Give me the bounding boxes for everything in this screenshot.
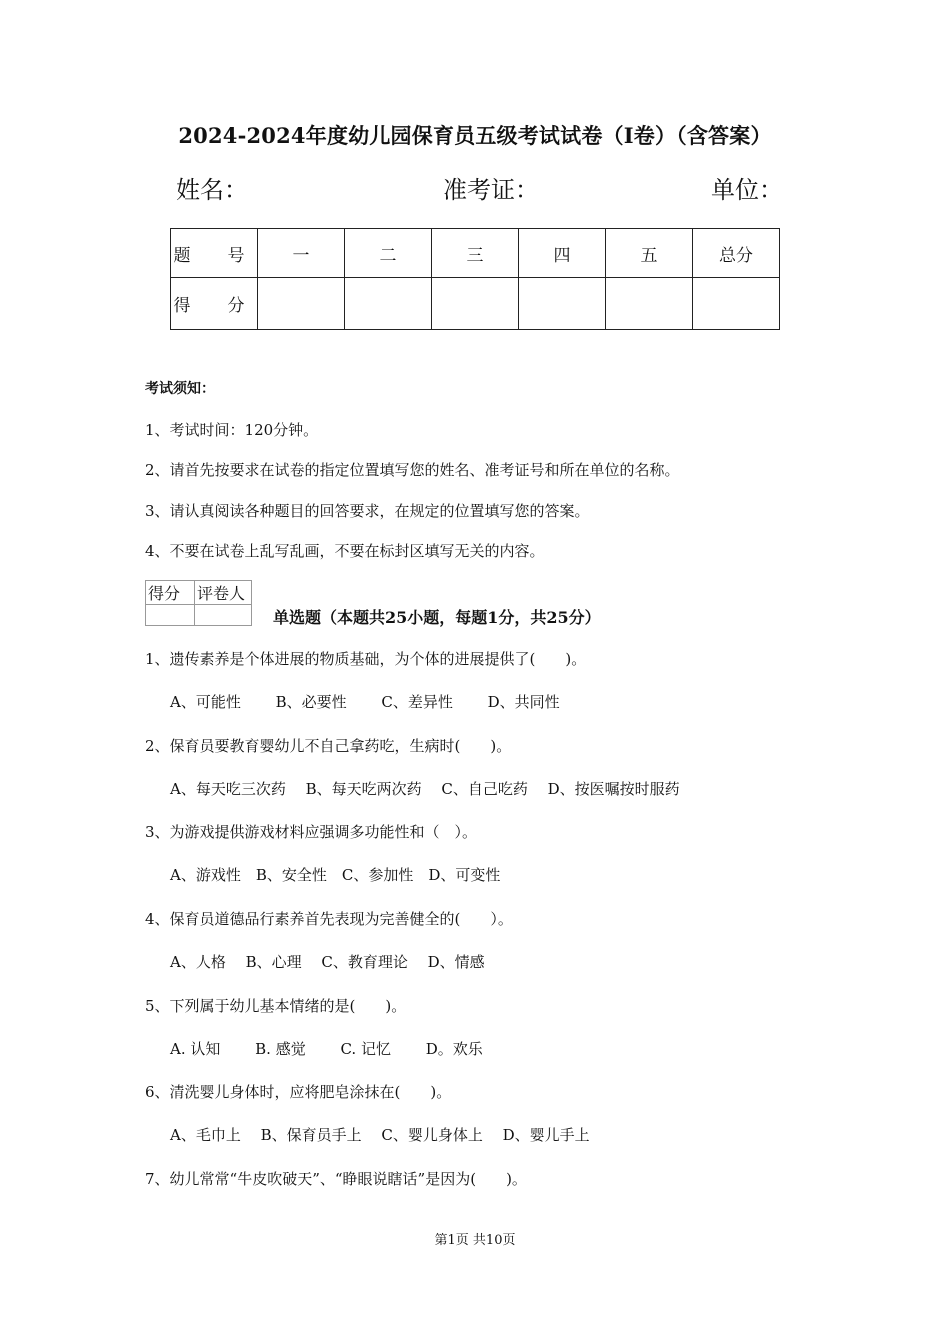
question-options: A. 认知 B. 感觉 C. 记忆 D。欢乐	[170, 1040, 483, 1058]
question-options: A、每天吃三次药 B、每天吃两次药 C、自己吃药 D、按医嘱按时服药	[170, 780, 680, 798]
score-cell[interactable]	[519, 278, 606, 330]
score-table	[170, 228, 780, 330]
question-options: A、游戏性 B、安全性 C、参加性 D、可变性	[170, 866, 501, 884]
question-text: 6、清洗婴儿身体时，应将肥皂涂抹在( )。	[145, 1083, 452, 1101]
score-table-header-row	[171, 229, 780, 278]
section-title: 单选题（本题共25小题，每题1分，共25分）	[273, 608, 601, 627]
grader-box-score-label: 得分	[146, 581, 195, 605]
question-options: A、毛巾上 B、保育员手上 C、婴儿身体上 D、婴儿手上	[170, 1126, 590, 1144]
score-cell[interactable]	[606, 278, 693, 330]
grader-box-score-cell[interactable]	[146, 605, 195, 626]
score-table-header-cell: 题 号	[171, 229, 258, 278]
exam-id-field-label: 准考证：	[443, 176, 539, 204]
score-cell[interactable]	[693, 278, 780, 330]
question-text: 4、保育员道德品行素养首先表现为完善健全的( ）。	[145, 910, 513, 928]
grader-box-grader-cell[interactable]	[195, 605, 252, 626]
score-table-score-row	[171, 278, 780, 330]
name-field-label: 姓名：	[176, 176, 248, 204]
score-table-header-cell: 五	[606, 229, 693, 278]
document-title: 2024-2024年度幼儿园保育员五级考试试卷（I卷）（含答案）	[178, 123, 772, 148]
score-table-header-cell: 三	[432, 229, 519, 278]
notice-item: 3、请认真阅读各种题目的回答要求，在规定的位置填写您的答案。	[145, 502, 590, 520]
question-text: 1、遗传素养是个体进展的物质基础，为个体的进展提供了( )。	[145, 650, 587, 668]
score-table-header-cell: 总分	[693, 229, 780, 278]
question-text: 7、幼儿常常“牛皮吹破天”、“睁眼说瞎话”是因为( )。	[145, 1170, 527, 1188]
score-cell[interactable]	[432, 278, 519, 330]
question-options: A、人格 B、心理 C、教育理论 D、情感	[170, 953, 485, 971]
score-table-row-label: 得 分	[171, 278, 258, 330]
notice-item: 4、不要在试卷上乱写乱画，不要在标封区填写无关的内容。	[145, 542, 545, 560]
score-table-header-cell: 四	[519, 229, 606, 278]
question-text: 3、为游戏提供游戏材料应强调多功能性和（ ）。	[145, 823, 478, 841]
notice-heading: 考试须知：	[145, 381, 215, 397]
score-cell[interactable]	[345, 278, 432, 330]
score-table-header-cell: 二	[345, 229, 432, 278]
question-text: 2、保育员要教育婴幼儿不自己拿药吃，生病时( )。	[145, 737, 512, 755]
score-table-header-cell: 一	[258, 229, 345, 278]
question-text: 5、下列属于幼儿基本情绪的是( )。	[145, 997, 407, 1015]
notice-item: 2、请首先按要求在试卷的指定位置填写您的姓名、准考证号和所在单位的名称。	[145, 461, 680, 479]
notice-item: 1、考试时间：120分钟。	[145, 421, 319, 439]
grader-box	[145, 580, 252, 626]
question-options: A、可能性 B、必要性 C、差异性 D、共同性	[170, 693, 560, 711]
page-footer: 第1页 共10页	[434, 1233, 516, 1248]
grader-box-grader-label: 评卷人	[195, 581, 252, 605]
score-cell[interactable]	[258, 278, 345, 330]
unit-field-label: 单位：	[711, 176, 783, 204]
